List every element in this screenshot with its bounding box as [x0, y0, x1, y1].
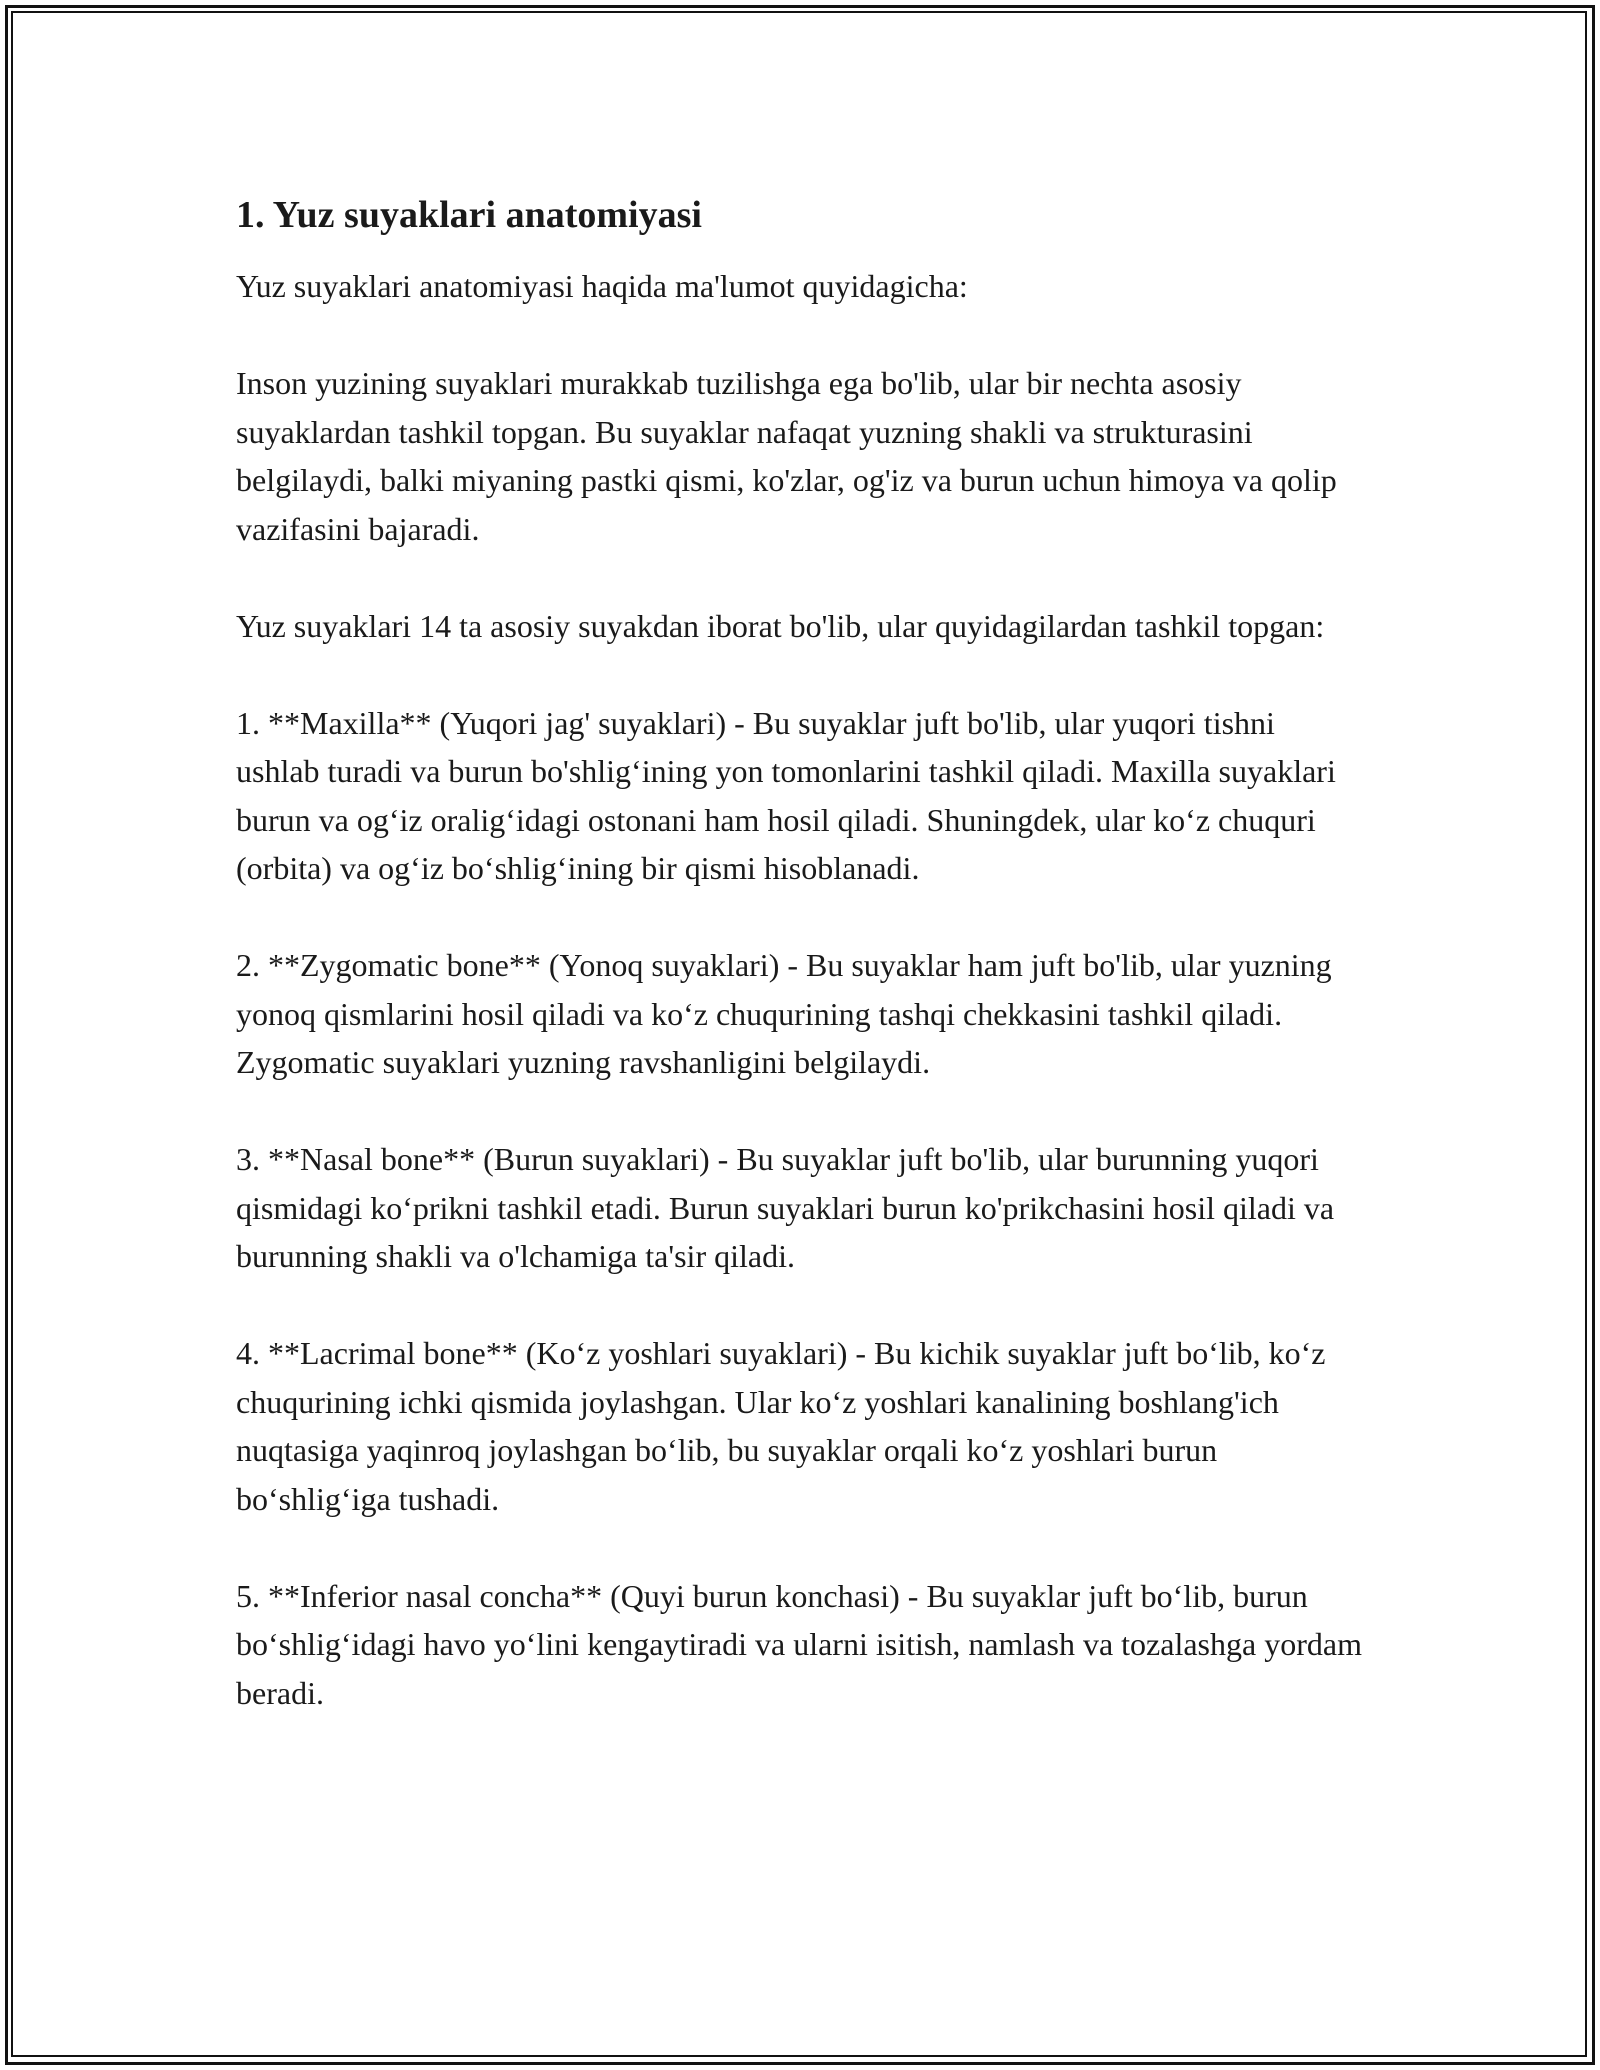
intro-paragraph: Yuz suyaklari anatomiyasi haqida ma'lumot quyidagicha:: [236, 268, 968, 304]
overview-paragraph: Inson yuzining suyaklari murakkab tuzilishga ega bo'lib, ular bir nechta asosiy suyaklardan tashkil topgan. Bu suyaklar nafaqat yuzning shakli va strukturasini belgilaydi, balki miyaning pastki qismi, ko'zlar, og'iz va burun uchun himoya va qolip vazifasini bajaradi.: [236, 365, 1337, 547]
page-title: 1. Yuz suyaklari anatomiyasi: [236, 194, 702, 236]
bone-count-paragraph: Yuz suyaklari 14 ta asosiy suyakdan iborat bo'lib, ular quyidagilardan tashkil topgan:: [236, 607, 1325, 644]
list-item-lacrimal: 4. **Lacrimal bone** (Ko‘z yoshlari suyaklari) - Bu kichik suyaklar juft bo‘lib, ko‘z chuqurining ichki qismida joylashgan. Ular ko‘z yoshlari kanalining boshlang'ich nuqtasiga yaqinroq joylashgan bo‘lib, bu suyaklar orqali ko‘z yoshlari burun bo‘shlig‘iga tushadi.: [236, 1335, 1326, 1517]
list-item-inferior-nasal-concha: 5. **Inferior nasal concha** (Quyi burun konchasi) - Bu suyaklar juft bo‘lib, burun bo‘shlig‘idagi havo yo‘lini kengaytiradi va ularni isitish, namlash va tozalashga yordam beradi.: [236, 1577, 1362, 1711]
document-page: [236, 190, 1366, 1766]
list-item-nasal: 3. **Nasal bone** (Burun suyaklari) - Bu suyaklar juft bo'lib, ular burunning yuqori qismidagi ko‘prikni tashkil etadi. Burun suyaklari burun ko'prikchasini hosil qiladi va burunning shakli va o'lchamiga ta'sir qiladi.: [236, 1141, 1335, 1274]
list-item-maxilla: 1. **Maxilla** (Yuqori jag' suyaklari) - Bu suyaklar juft bo'lib, ular yuqori tishni ushlab turadi va burun bo'shlig‘ining yon tomonlarini tashkil qiladi. Maxilla suyaklari burun va og‘iz oralig‘idagi ostonani ham hosil qiladi. Shuningdek, ular ko‘z chuquri (orbita) va og‘iz bo‘shlig‘ining bir qismi hisoblanadi.: [236, 704, 1336, 886]
list-item-zygomatic: 2. **Zygomatic bone** (Yonoq suyaklari) - Bu suyaklar ham juft bo'lib, ular yuzning yonoq qismlarini hosil qiladi va ko‘z chuqurining tashqi chekkasini tashkil qiladi. Zygomatic suyaklari yuzning ravshanligini belgilaydi.: [236, 947, 1332, 1080]
